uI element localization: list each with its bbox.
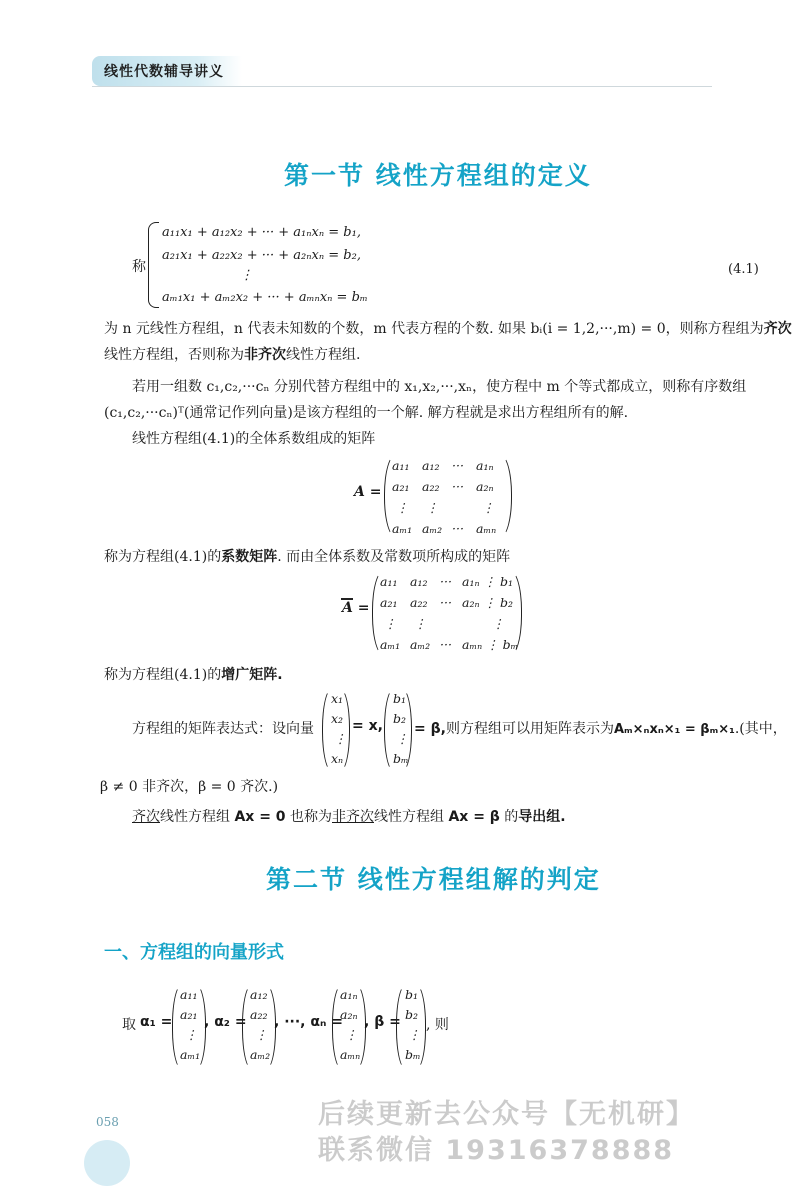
- alpha2-entry: a₁₂: [250, 987, 268, 1002]
- beta-vector: [405, 987, 427, 1067]
- cheng-label: 称: [132, 259, 146, 275]
- coef-sentence: [104, 546, 510, 566]
- formula-ax-beta: Ax = β: [448, 809, 500, 825]
- matrix-a-cell: aₘₙ: [476, 521, 497, 536]
- matrix-form: Aₘ×ₙxₙ×₁ = βₘ×₁: [613, 722, 735, 737]
- matrix-abar: [380, 574, 519, 658]
- alphan-label: , ···, αₙ =: [274, 1014, 343, 1030]
- vec-x-eq: = x,: [352, 718, 383, 734]
- beta-entry: bₘ: [405, 1047, 421, 1062]
- vec-b-entry: ⋮: [396, 731, 409, 746]
- matrix-a: [392, 458, 504, 542]
- para2-line1: 若用一组数 c₁,c₂,···cₙ 分别代替方程组中的 x₁,x₂,···,xₙ，使方程中 m 个等式都成立，则称有序数组: [132, 379, 747, 395]
- matrix-a-cell: ⋮: [426, 500, 439, 515]
- vec-tail-text-b: .(其中，: [734, 721, 787, 737]
- alpha1-vector: [180, 987, 206, 1067]
- derived-sentence: [132, 806, 566, 826]
- matrix-a-cell: ···: [452, 521, 464, 536]
- matrix-abar-cell: a₁₁: [380, 574, 398, 589]
- alphan-entry: ⋮: [345, 1027, 358, 1042]
- left-brace: [148, 222, 159, 308]
- alphan-entry: a₂ₙ: [340, 1007, 358, 1022]
- alpha1-entry: a₂₁: [180, 1007, 198, 1022]
- matrix-abar-cell: a₂₁: [380, 595, 398, 610]
- equation-number: (4.1): [728, 262, 759, 277]
- matrix-abar-cell: ⋮: [414, 616, 427, 631]
- matrix-abar-cell: aₘ₂: [410, 637, 431, 652]
- beta-entry: b₂: [405, 1007, 419, 1022]
- formula-ax-0: Ax = 0: [234, 809, 286, 825]
- vec-b-entry: b₂: [393, 711, 407, 726]
- matrix-a-cell: ⋮: [482, 500, 495, 515]
- matrix-a-cell: a₂₂: [422, 479, 440, 494]
- matrix-a-cell: aₘ₁: [392, 521, 413, 536]
- vec-tail-text-a: 则方程组可以用矩阵表示为: [445, 721, 614, 737]
- watermark-line-1: 后续更新去公众号【无机研】: [318, 1099, 695, 1130]
- matrix-abar-cell: ···: [440, 595, 452, 610]
- para3: 线性方程组(4.1)的全体系数组成的矩阵: [132, 431, 376, 447]
- coef-text-a: 称为方程组(4.1)的: [104, 549, 222, 565]
- vec-tail: [414, 718, 787, 738]
- vec-x-entry: xₙ: [331, 751, 344, 766]
- page-corner-decoration: [84, 1140, 130, 1186]
- page-number: 058: [96, 1115, 119, 1129]
- term-homogeneous: 齐次: [763, 321, 792, 337]
- alphan-entry: a₁ₙ: [340, 987, 358, 1002]
- vector-x: [331, 691, 351, 771]
- eq-row-3: ⋮: [240, 268, 253, 283]
- subsection-vector-form: 一、方程组的向量形式: [104, 942, 284, 963]
- section2-title: 第二节 线性方程组解的判定: [266, 865, 601, 894]
- then-label: , 则: [426, 1017, 449, 1033]
- matrix-a-cell: a₁ₙ: [476, 458, 494, 473]
- vec-x-entry: x₁: [331, 691, 344, 706]
- aug-text: 称为方程组(4.1)的: [104, 667, 222, 683]
- matrix-abar-cell: aₘ₁: [380, 637, 401, 652]
- alphan-vector: [340, 987, 366, 1067]
- alpha1-entry: a₁₁: [180, 987, 198, 1002]
- matrix-abar-cell: aₘₙ ⋮ bₘ: [462, 637, 519, 652]
- eq-row-2: a₂₁x₁ + a₂₂x₂ + ··· + a₂ₙxₙ = b₂,: [162, 248, 361, 263]
- para1-line2: [104, 344, 360, 364]
- alpha2-label: , α₂ =: [204, 1014, 247, 1030]
- matrix-abar-cell: ···: [440, 637, 452, 652]
- vec-x-entry: ⋮: [334, 731, 347, 746]
- para1-line1-text: 为 n 元线性方程组，n 代表未知数的个数，m 代表方程的个数. 如果 bᵢ(i = 1,2,···,m) = 0，则称方程组为: [104, 321, 764, 337]
- header-divider: [92, 86, 712, 87]
- term-nonhomogeneous: 非齐次: [244, 347, 286, 363]
- para2-line2: (c₁,c₂,···cₙ)ᵀ(通常记作列向量)是该方程组的一个解. 解方程就是求出方程组所有的解.: [104, 405, 629, 421]
- alpha2-entry: aₘ₂: [250, 1047, 271, 1062]
- matrix-abar-cell: a₁₂: [410, 574, 428, 589]
- vec-intro: 方程组的矩阵表达式：设向量: [132, 721, 314, 737]
- beta-line: β ≠ 0 非齐次，β = 0 齐次.): [100, 779, 279, 795]
- matrix-abar-cell: a₂₂: [410, 595, 428, 610]
- matrix-a-cell: ···: [452, 479, 464, 494]
- take-label: 取: [122, 1017, 136, 1033]
- beta-label: , β =: [364, 1014, 401, 1030]
- matrix-a-cell: a₂ₙ: [476, 479, 494, 494]
- vec-b-entry: bₘ: [393, 751, 409, 766]
- matrix-abar-cell: a₂ₙ ⋮ b₂: [462, 595, 513, 610]
- eq-row-4: aₘ₁x₁ + aₘ₂x₂ + ··· + aₘₙxₙ = bₘ: [162, 290, 368, 305]
- derived-text-d: 的: [499, 809, 519, 825]
- matrix-abar-label: A =: [342, 600, 370, 616]
- alpha2-entry: ⋮: [255, 1027, 268, 1042]
- matrix-abar-cell: ···: [440, 574, 452, 589]
- term-augmented-matrix: 增广矩阵.: [221, 667, 283, 683]
- matrix-a-cell: ···: [452, 458, 464, 473]
- matrix-abar-cell: ⋮: [384, 616, 397, 631]
- alpha1-entry: aₘ₁: [180, 1047, 201, 1062]
- matrix-abar-cell: ⋮: [492, 616, 505, 631]
- alpha2-vector: [250, 987, 276, 1067]
- watermark-line-2: 联系微信 19316378888: [318, 1135, 675, 1166]
- section1-title: 第一节 线性方程组的定义: [284, 161, 592, 190]
- beta-entry: b₁: [405, 987, 419, 1002]
- book-title: 线性代数辅导讲义: [104, 64, 224, 80]
- matrix-abar-cell: a₁ₙ ⋮ b₁: [462, 574, 513, 589]
- para1-line2-text-a: 线性方程组，否则称为: [104, 347, 244, 363]
- underlined-nonhomogeneous: 非齐次: [332, 809, 374, 825]
- matrix-a-cell: a₁₂: [422, 458, 440, 473]
- aug-sentence: [104, 664, 283, 684]
- term-derived-system: 导出组.: [518, 809, 566, 825]
- beta-entry: ⋮: [408, 1027, 421, 1042]
- underlined-homogeneous: 齐次: [132, 809, 160, 825]
- para1-line1: [104, 318, 792, 338]
- derived-text-a: 线性方程组: [160, 809, 235, 825]
- alpha1-label: α₁ =: [140, 1014, 173, 1030]
- derived-text-b: 也称为: [285, 809, 332, 825]
- eq-row-1: a₁₁x₁ + a₁₂x₂ + ··· + a₁ₙxₙ = b₁,: [162, 225, 361, 240]
- alpha1-entry: ⋮: [185, 1027, 198, 1042]
- vector-b: [393, 691, 413, 771]
- matrix-a-label: A =: [354, 484, 382, 500]
- matrix-a-cell: a₂₁: [392, 479, 410, 494]
- alpha2-entry: a₂₂: [250, 1007, 268, 1022]
- para1-line2-text-b: 线性方程组.: [286, 347, 361, 363]
- vec-x-entry: x₂: [331, 711, 344, 726]
- vec-b-entry: b₁: [393, 691, 407, 706]
- matrix-a-cell: ⋮: [396, 500, 409, 515]
- derived-text-c: 线性方程组: [374, 809, 449, 825]
- alphan-entry: aₘₙ: [340, 1047, 361, 1062]
- term-coefficient-matrix: 系数矩阵: [221, 549, 278, 565]
- matrix-a-cell: aₘ₂: [422, 521, 443, 536]
- matrix-a-cell: a₁₁: [392, 458, 410, 473]
- coef-text-b: . 而由全体系数及常数项所构成的矩阵: [277, 549, 511, 565]
- vec-b-eq: = β,: [414, 721, 446, 737]
